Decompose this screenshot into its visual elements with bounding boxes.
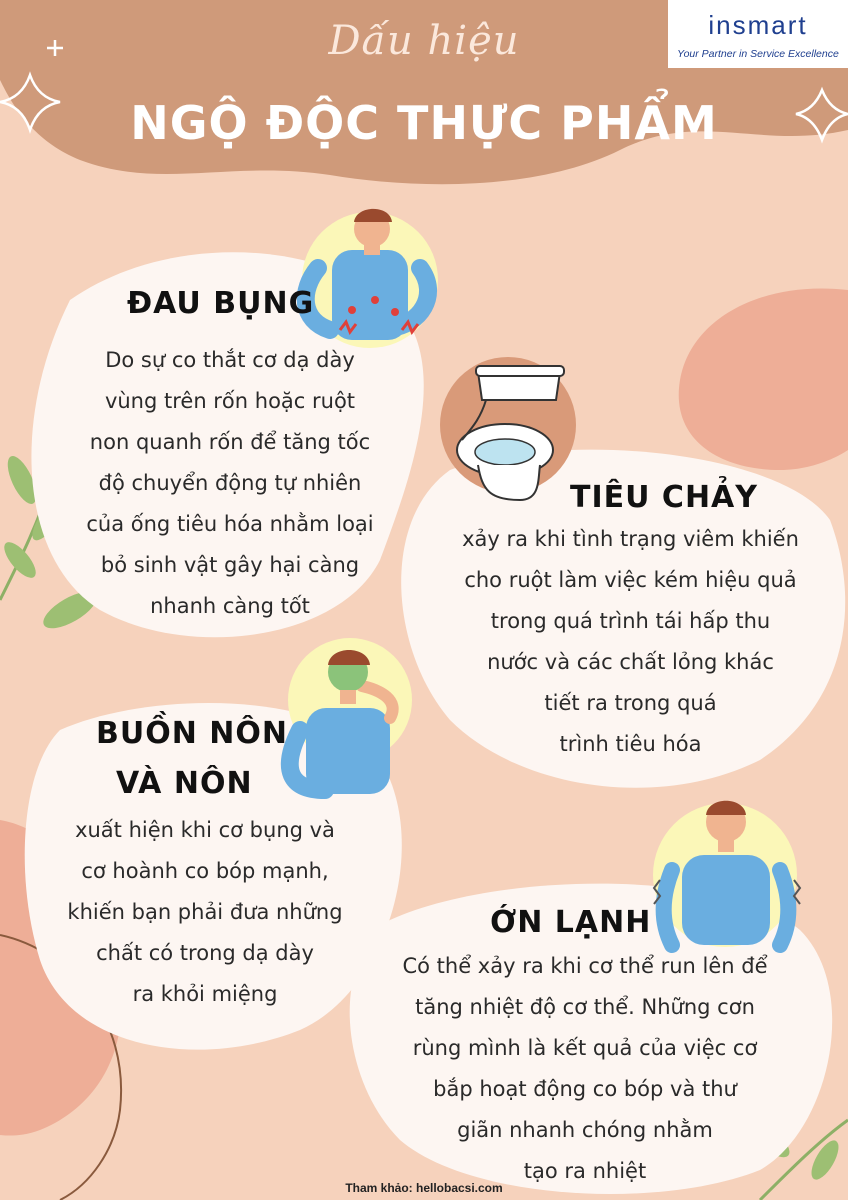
heading-tieu-chay: TIÊU CHẢY — [570, 480, 758, 515]
heading-on-lanh: ỚN LẠNH — [490, 905, 652, 940]
logo-wordmark: insmart — [708, 10, 808, 40]
logo-tagline: Your Partner in Service Excellence — [677, 48, 839, 60]
text-dau-bung: Do sự co thắt cơ dạ dày vùng trên rốn hoặc ruột non quanh rốn để tăng tốc độ chuyển động tự nhiên của ống tiêu hóa nhằm loại bỏ sinh vật gây hại càng nhanh càng tốt — [86, 348, 374, 618]
text-buon-non: xuất hiện khi cơ bụng và cơ hoành co bóp mạnh, khiến bạn phải đưa những chất có trong dạ dày ra khỏi miệng — [67, 818, 343, 1006]
text-on-lanh: Có thể xảy ra khi cơ thể run lên để tăng nhiệt độ cơ thể. Những cơn rùng mình là kết quả của việc cơ bắp hoạt động co bóp và thư giãn nhanh chóng nhằm tạo ra nhiệt — [402, 954, 768, 1183]
heading-buon-non-line1: BUỒN NÔN — [96, 716, 288, 751]
page-title: NGỘ ĐỘC THỰC PHẨM — [130, 96, 718, 150]
title-script: Dấu hiệu — [328, 18, 520, 64]
brand-logo — [668, 0, 848, 68]
toilet-illustration — [440, 357, 576, 500]
source-credit: Tham khảo: hellobacsi.com — [345, 1181, 503, 1195]
heading-dau-bung: ĐAU BỤNG — [127, 286, 315, 321]
heading-buon-non-line2: VÀ NÔN — [116, 766, 253, 801]
nausea-illustration — [288, 638, 412, 794]
stomach-pain-illustration — [302, 209, 438, 348]
chills-illustration — [653, 801, 800, 947]
text-tieu-chay: xảy ra khi tình trạng viêm khiến cho ruột làm việc kém hiệu quả trong quá trình tái hấp thu nước và các chất lỏng khác tiết ra trong quá trình tiêu hóa — [462, 527, 799, 756]
